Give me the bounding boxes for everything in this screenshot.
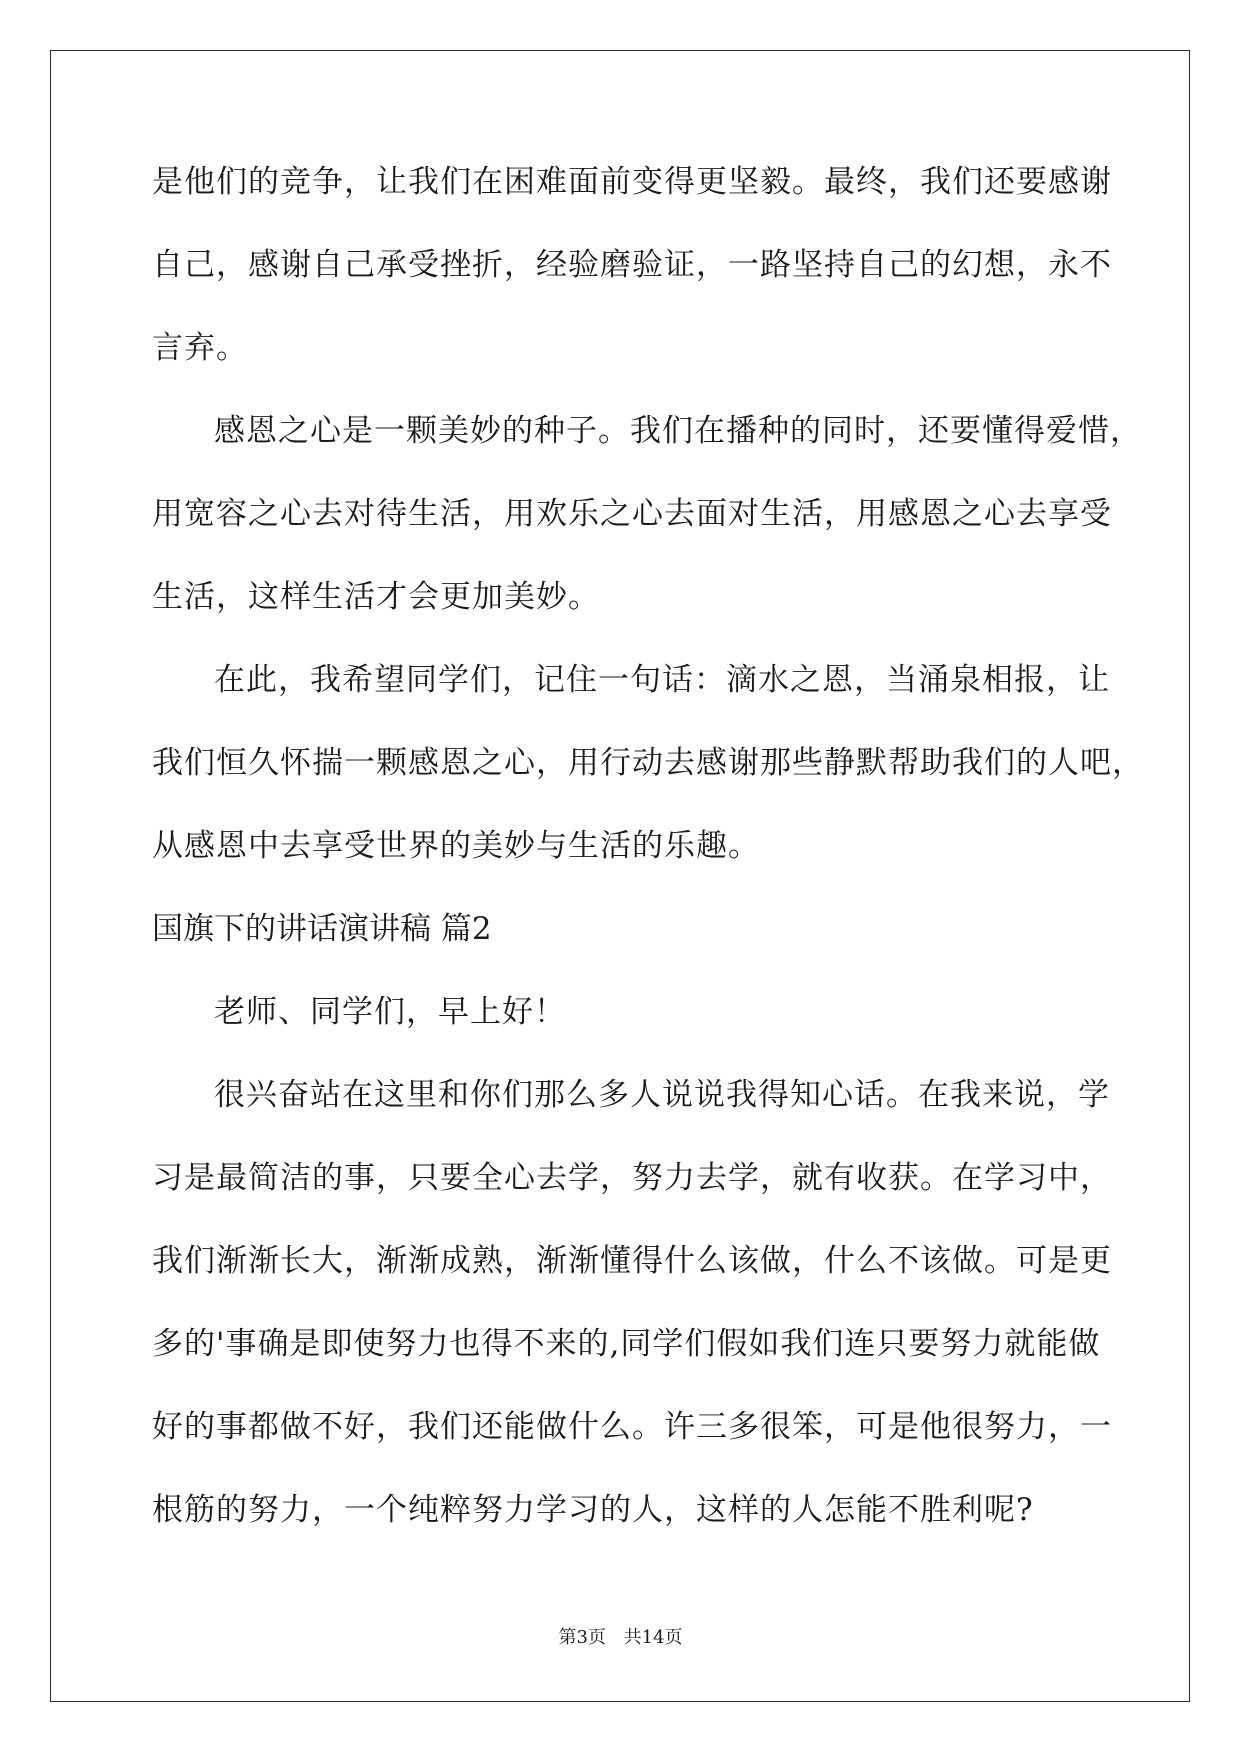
paragraph-line: 多的'事确是即使努力也得不来的,同学们假如我们连只要努力就能做 [152, 1326, 1101, 1362]
page-footer [0, 1626, 1241, 1650]
paragraph-line: 感恩之心是一颗美妙的种子。我们在播种的同时，还要懂得爱惜， [214, 413, 1142, 449]
paragraph-line: 我们渐渐长大，渐渐成熟，渐渐懂得什么该做，什么不该做。可是更 [152, 1243, 1112, 1279]
paragraph-line: 我们恒久怀揣一颗感恩之心，用行动去感谢那些静默帮助我们的人吧， [152, 745, 1144, 781]
paragraph-line: 生活，这样生活才会更加美妙。 [152, 579, 600, 615]
paragraph-line: 从感恩中去享受世界的美妙与生活的乐趣。 [152, 828, 760, 864]
section-heading: 国旗下的讲话演讲稿 篇2 [152, 911, 492, 947]
paragraph-line: 根筋的努力，一个纯粹努力学习的人，这样的人怎能不胜利呢? [152, 1492, 1034, 1528]
paragraph-line: 习是最简洁的事，只要全心去学，努力去学，就有收获。在学习中， [152, 1160, 1112, 1196]
paragraph-line: 自己，感谢自己承受挫折，经验磨验证，一路坚持自己的幻想，永不 [152, 247, 1112, 283]
page-number: 第3页 [558, 1627, 606, 1648]
page-total: 共14页 [623, 1627, 683, 1648]
paragraph-line: 言弃。 [152, 330, 248, 366]
paragraph-line: 在此，我希望同学们，记住一句话：滴水之恩，当涌泉相报，让 [214, 662, 1110, 698]
paragraph-line: 好的事都做不好，我们还能做什么。许三多很笨，可是他很努力，一 [152, 1409, 1112, 1445]
greeting-line: 老师、同学们，早上好！ [214, 994, 566, 1030]
document-body [152, 162, 1144, 1573]
paragraph-line: 很兴奋站在这里和你们那么多人说说我得知心话。在我来说，学 [214, 1077, 1110, 1113]
paragraph-line: 用宽容之心去对待生活，用欢乐之心去面对生活，用感恩之心去享受 [152, 496, 1112, 532]
paragraph-line: 是他们的竞争，让我们在困难面前变得更坚毅。最终，我们还要感谢 [152, 164, 1112, 200]
